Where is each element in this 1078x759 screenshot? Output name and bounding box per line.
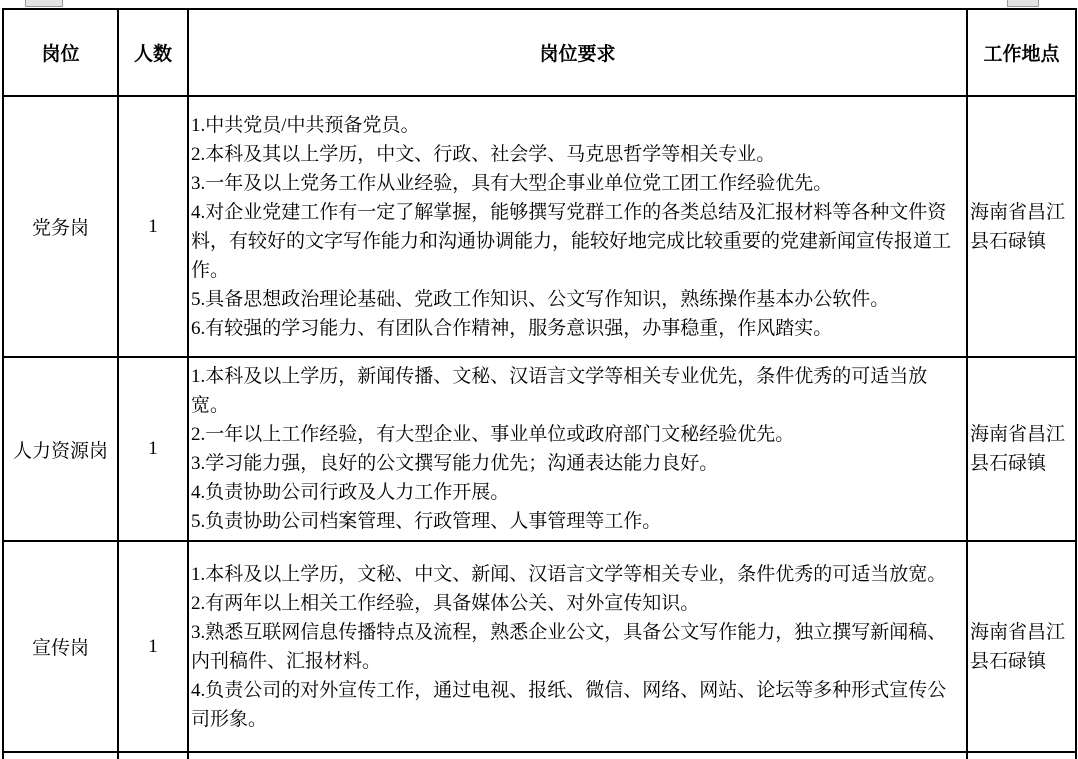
cell-headcount: 1: [118, 541, 188, 752]
cell-position: 党务岗: [3, 96, 118, 357]
cell-requirements: [188, 541, 967, 752]
requirement-item: 3.熟悉互联网信息传播特点及流程，熟悉企业公文，具备公文写作能力，独立撰写新闻稿、内刊稿件、汇报材料。: [191, 621, 947, 672]
header-cell-count: 人数: [118, 9, 188, 96]
cell-location: 海南省昌江县石碌镇: [967, 96, 1076, 357]
requirement-item: 2.本科及其以上学历，中文、行政、社会学、马克思哲学等相关专业。: [191, 143, 776, 165]
cell-location: 海南省昌江县石碌镇: [967, 357, 1076, 541]
cell-position: 人力资源岗: [3, 357, 118, 541]
requirement-item: 3.学习能力强，良好的公文撰写能力优先；沟通表达能力良好。: [191, 453, 719, 474]
table-row: [3, 541, 1076, 752]
cell-position: [3, 752, 118, 759]
requirement-item: 3.一年及以上党务工作从业经验，具有大型企事业单位党工团工作经验优先。: [191, 172, 833, 194]
job-recruitment-table: [2, 8, 1077, 759]
requirement-item: 5.具备思想政治理论基础、党政工作知识、公文写作知识，熟练操作基本办公软件。: [191, 288, 890, 310]
table-row: [3, 357, 1076, 541]
table-header-row: [3, 9, 1076, 96]
requirement-item: 6.有较强的学习能力、有团队合作精神，服务意识强，办事稳重，作风踏实。: [191, 317, 833, 339]
requirement-item: 5.负责协助公司档案管理、行政管理、人事管理等工作。: [191, 511, 662, 532]
cell-location: 海南省昌江县石碌镇: [967, 541, 1076, 752]
requirement-item: 1.本科及以上学历，新闻传播、文秘、汉语言文学等相关专业优先，条件优秀的可适当放宽。: [191, 366, 928, 416]
requirement-item: 4.负责公司的对外宣传工作，通过电视、报纸、微信、网络、网站、论坛等多种形式宣传公司形象。: [191, 679, 947, 730]
requirement-item: 1.中共党员/中共预备党员。: [191, 114, 420, 136]
requirement-item: 4.负责协助公司行政及人力工作开展。: [191, 482, 510, 503]
cell-requirements: [188, 96, 967, 357]
header-cell-requirements: 岗位要求: [188, 9, 967, 96]
window-edge-artifact-right: [1007, 0, 1039, 7]
header-cell-position: 岗位: [3, 9, 118, 96]
cell-headcount: 1: [118, 96, 188, 357]
cell-requirements: [188, 752, 967, 759]
requirement-item: 1.本科及以上学历，文秘、中文、新闻、汉语言文学等相关专业，条件优秀的可适当放宽。: [191, 563, 947, 585]
requirement-item: 2.一年以上工作经验，有大型企业、事业单位或政府部门文秘经验优先。: [191, 424, 795, 445]
cell-position: 宣传岗: [3, 541, 118, 752]
cell-headcount: 1: [118, 357, 188, 541]
header-cell-location: 工作地点: [967, 9, 1076, 96]
window-edge-artifact-left: [25, 0, 63, 7]
table-row: [3, 96, 1076, 357]
cell-headcount: [118, 752, 188, 759]
table-row-partial: [3, 752, 1076, 759]
requirement-item: 2.有两年以上相关工作经验，具备媒体公关、对外宣传知识。: [191, 592, 700, 614]
requirement-item: 4.对企业党建工作有一定了解掌握，能够撰写党群工作的各类总结及汇报材料等各种文件资料，有较好的文字写作能力和沟通协调能力，能较好地完成比较重要的党建新闻宣传报道工作。: [191, 201, 952, 281]
cell-requirements: [188, 357, 967, 541]
cell-location: [967, 752, 1076, 759]
